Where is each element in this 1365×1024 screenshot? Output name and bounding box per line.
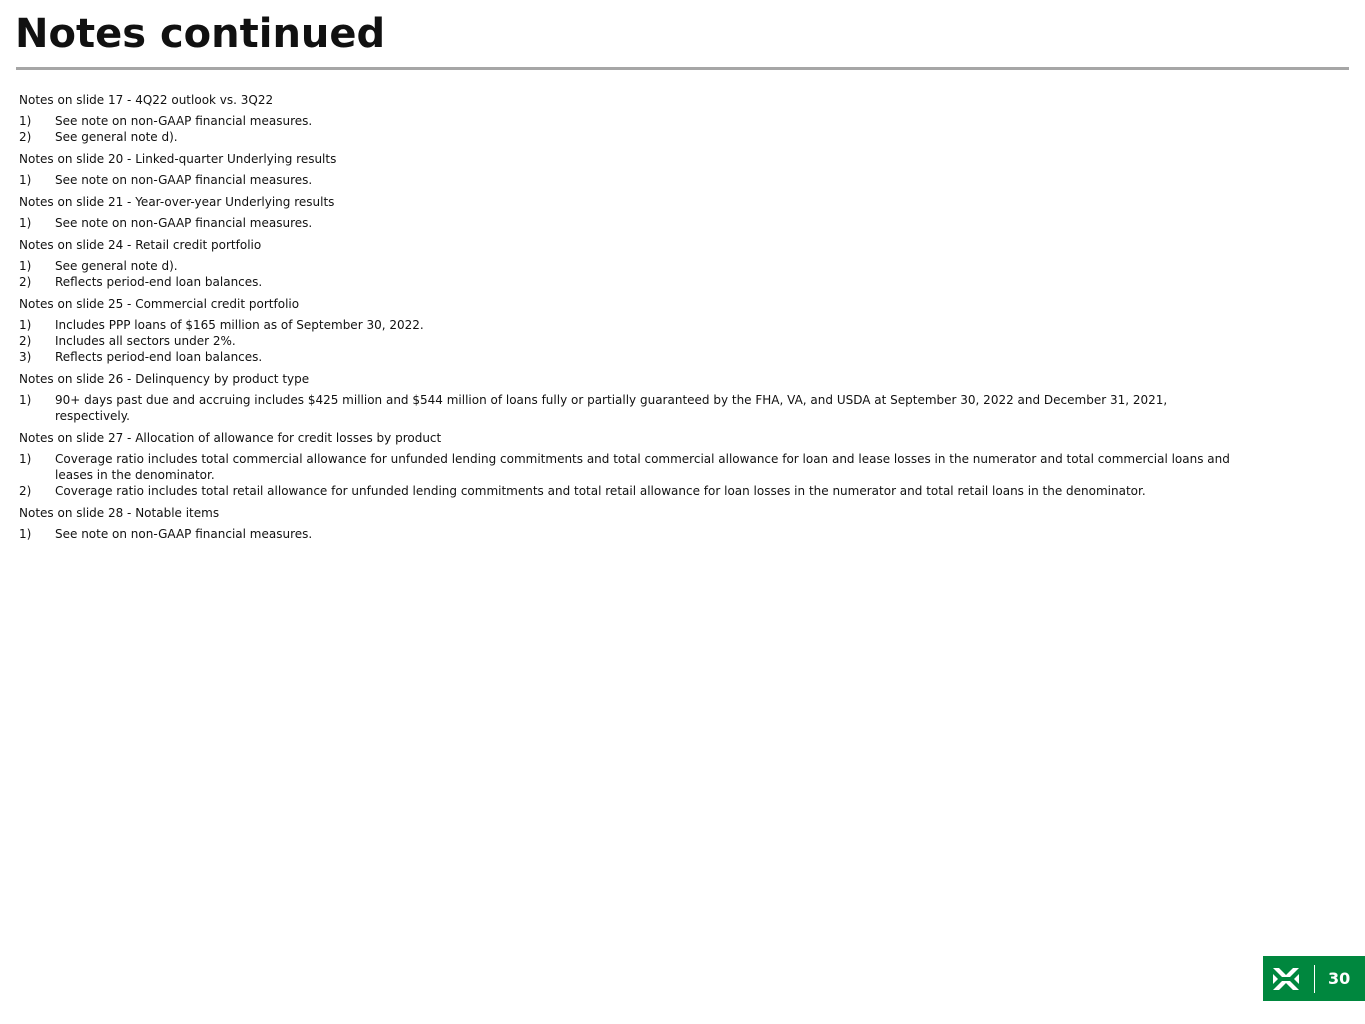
note-number: 1)	[19, 452, 32, 466]
note-text: See note on non-GAAP financial measures.	[55, 173, 313, 187]
section-notes	[19, 172, 1319, 188]
note-text: Includes PPP loans of $165 million as of September 30, 2022.	[55, 318, 424, 332]
section-notes	[19, 113, 1319, 145]
note-number: 3)	[19, 350, 32, 364]
note-text: See general note d).	[55, 130, 178, 144]
section-heading: Notes on slide 27 - Allocation of allowance for credit losses by product	[19, 431, 442, 445]
note-text: See note on non-GAAP financial measures.	[55, 114, 313, 128]
note-number: 1)	[19, 216, 32, 230]
section-notes	[19, 215, 1319, 231]
section-heading: Notes on slide 26 - Delinquency by product type	[19, 372, 310, 386]
section-notes	[19, 258, 1319, 290]
section-heading: Notes on slide 28 - Notable items	[19, 506, 220, 520]
note-text: Reflects period-end loan balances.	[55, 350, 263, 364]
note-number: 1)	[19, 259, 32, 273]
note-item	[19, 451, 1319, 483]
title-divider	[16, 67, 1349, 70]
note-text: Includes all sectors under 2%.	[55, 334, 236, 348]
note-item	[19, 333, 1319, 349]
section-heading: Notes on slide 20 - Linked-quarter Underlying results	[19, 152, 337, 166]
note-number: 2)	[19, 484, 32, 498]
section-heading: Notes on slide 24 - Retail credit portfolio	[19, 238, 262, 252]
note-text: Reflects period-end loan balances.	[55, 275, 263, 289]
note-text: Coverage ratio includes total retail allowance for unfunded lending commitments and total retail allowance for loan losses in the numerator and total retail loans in the denominator.	[55, 484, 1146, 498]
section-notes	[19, 392, 1319, 424]
note-text: Coverage ratio includes total commercial allowance for unfunded lending commitments and total commercial allowance for loan and lease losses in the numerator and total commercial loans and leases in the denominator.	[55, 452, 1230, 482]
note-text: See note on non-GAAP financial measures.	[55, 216, 313, 230]
note-item	[19, 349, 1319, 365]
note-item	[19, 483, 1319, 499]
section-notes	[19, 526, 1319, 542]
section-heading: Notes on slide 17 - 4Q22 outlook vs. 3Q22	[19, 93, 274, 107]
notes-list	[19, 92, 1319, 548]
note-item	[19, 392, 1319, 424]
note-item	[19, 215, 1319, 231]
note-number: 1)	[19, 114, 32, 128]
note-item	[19, 129, 1319, 145]
page-number: 30	[1328, 969, 1351, 988]
note-number: 1)	[19, 173, 32, 187]
note-number: 1)	[19, 527, 32, 541]
page-title: Notes continued	[15, 11, 386, 57]
note-item	[19, 258, 1319, 274]
note-number: 1)	[19, 393, 32, 407]
note-number: 1)	[19, 318, 32, 332]
section-notes	[19, 451, 1319, 499]
citizens-logo-icon	[1272, 965, 1300, 993]
note-item	[19, 526, 1319, 542]
note-item	[19, 274, 1319, 290]
section-heading: Notes on slide 21 - Year-over-year Underlying results	[19, 195, 335, 209]
note-number: 2)	[19, 130, 32, 144]
note-item	[19, 113, 1319, 129]
section-heading: Notes on slide 25 - Commercial credit portfolio	[19, 297, 300, 311]
note-text: See general note d).	[55, 259, 178, 273]
section-notes	[19, 317, 1319, 365]
badge-divider	[1314, 965, 1315, 993]
note-item	[19, 172, 1319, 188]
note-number: 2)	[19, 275, 32, 289]
note-text: See note on non-GAAP financial measures.	[55, 527, 313, 541]
note-number: 2)	[19, 334, 32, 348]
note-text: 90+ days past due and accruing includes $425 million and $544 million of loans fully or partially guaranteed by the FHA, VA, and USDA at September 30, 2022 and December 31, 2021, respectively.	[55, 393, 1168, 423]
note-item	[19, 317, 1319, 333]
page-badge	[1263, 956, 1365, 1001]
